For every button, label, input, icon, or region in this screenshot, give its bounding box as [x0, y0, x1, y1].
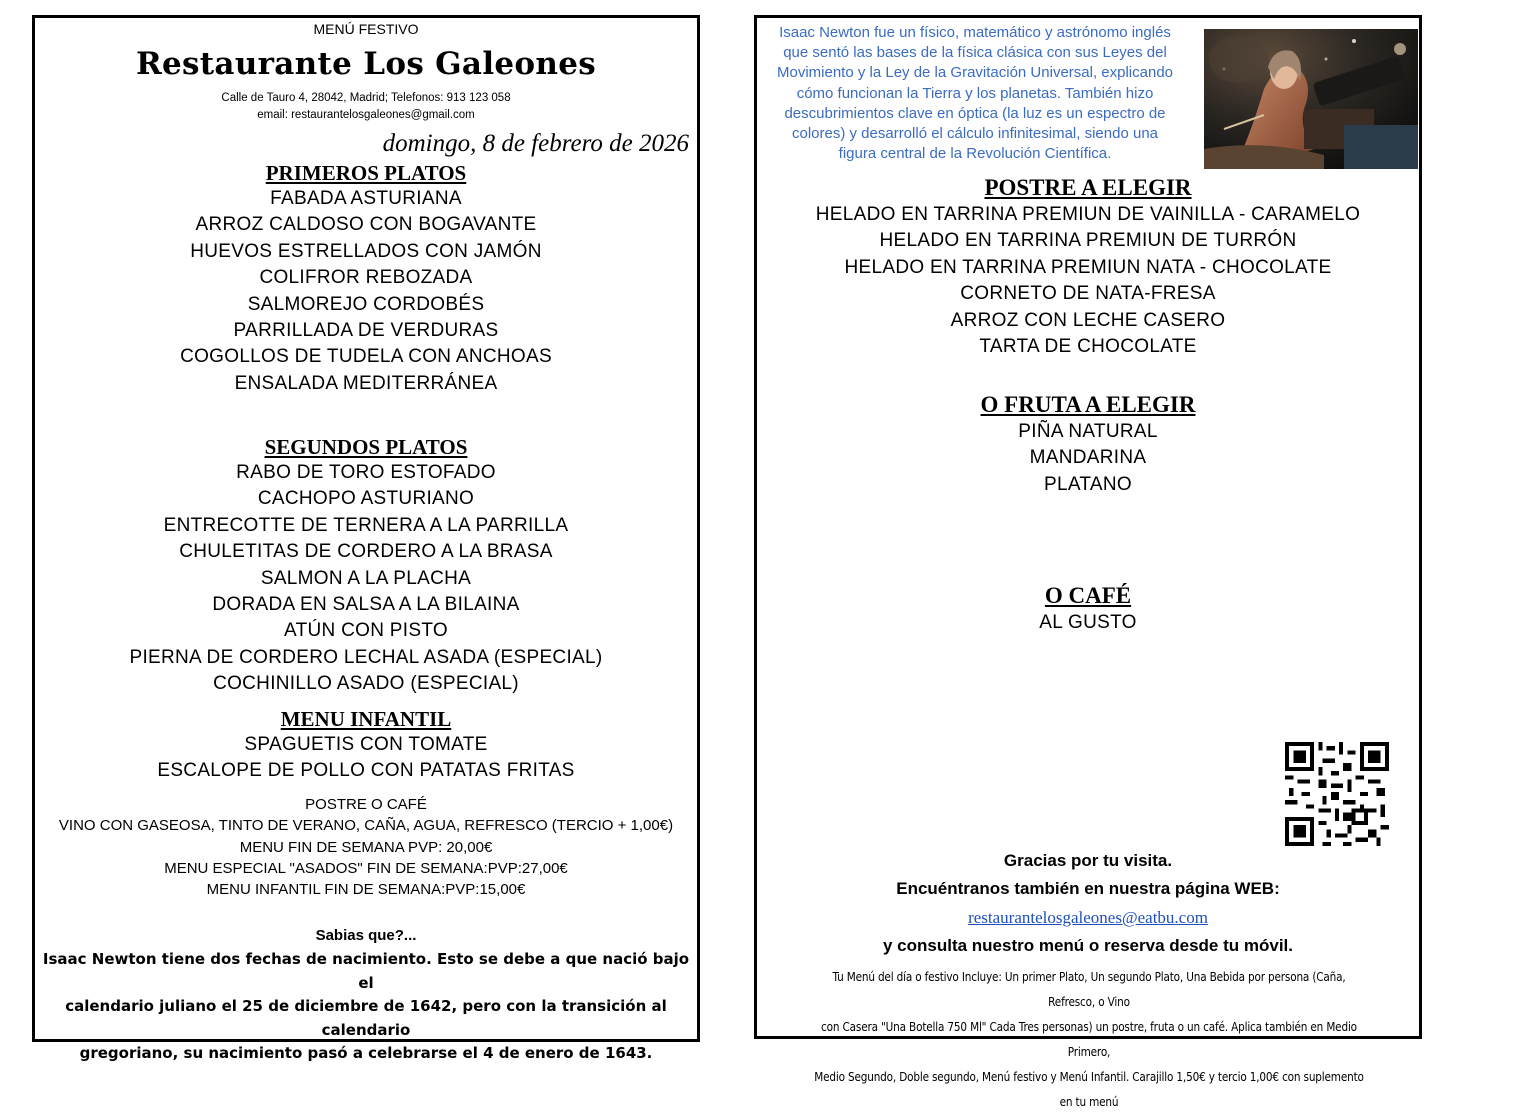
dessert-item: CORNETO DE NATA-FRESA	[960, 283, 1216, 305]
restaurant-name: Restaurante Los Galeones	[135, 46, 597, 82]
primeros-title: PRIMEROS PLATOS	[265, 161, 467, 185]
fruit-item: PIÑA NATURAL	[1018, 421, 1158, 442]
right-menu-page	[754, 15, 1422, 1109]
segundos-section	[35, 434, 697, 698]
dessert-item: ARROZ CON LECHE CASERO	[950, 309, 1226, 331]
postre-cafe-note: POSTRE O CAFÉ	[305, 796, 427, 813]
did-you-know-line: Isaac Newton tiene dos fechas de nacimiento. Esto se debe a que nació bajo el	[42, 950, 690, 992]
thanks-message: Gracias por tu visita.	[1003, 851, 1173, 870]
price-infantil: MENU INFANTIL FIN DE SEMANA:PVP:15,00€	[206, 881, 526, 899]
did-you-know-title: Sabias que?...	[315, 927, 417, 944]
fine-print-line: con Casera "Una Botella 750 Ml" Cada Tres personas) un postre, fruta o un café. Aplica también en Medio Primero,	[821, 1020, 1357, 1059]
newton-bio-line: cómo funcionan la Tierra y los planetas. También hizo	[796, 84, 1154, 102]
dish-item: COLIFROR REBOZADA	[259, 267, 473, 289]
infantil-title: MENU INFANTIL	[280, 707, 452, 731]
drinks-note: VINO CON GASEOSA, TINTO DE VERANO, CAÑA, AGUA, REFRESCO (TERCIO + 1,00€)	[58, 817, 674, 835]
cafe-title: O CAFÉ	[1044, 583, 1132, 608]
dessert-item: TARTA DE CHOCOLATE	[979, 336, 1197, 358]
restaurant-email: email: restaurantelosgaleones@gmail.com	[257, 109, 475, 121]
dish-item: ATÚN CON PISTO	[284, 620, 448, 642]
dish-item: PARRILLADA DE VERDURAS	[233, 320, 499, 342]
reserve-message: y consulta nuestro menú o reserva desde tu móvil.	[882, 936, 1293, 955]
dessert-item: HELADO EN TARRINA PREMIUN DE VAINILLA - CARAMELO	[815, 204, 1361, 225]
dish-item: CHULETITAS DE CORDERO A LA BRASA	[179, 541, 553, 563]
dish-item: CACHOPO ASTURIANO	[257, 488, 475, 510]
dish-item: ARROZ CALDOSO CON BOGAVANTE	[195, 214, 537, 236]
left-menu-page	[32, 15, 700, 1062]
price-asados: MENU ESPECIAL "ASADOS" FIN DE SEMANA:PVP:27,00€	[164, 859, 568, 877]
price-weekend: MENU FIN DE SEMANA PVP: 20,00€	[239, 838, 493, 856]
website-link[interactable]: restaurantelosgaleones@eatbu.com	[968, 908, 1208, 927]
dish-item: ENTRECOTTE DE TERNERA A LA PARRILLA	[163, 514, 569, 536]
did-you-know-line: calendario juliano el 25 de diciembre de 1642, pero con la transición al calendario	[65, 997, 667, 1039]
dish-item: DORADA EN SALSA A LA BILAINA	[212, 594, 520, 616]
dish-item: PIERNA DE CORDERO LECHAL ASADA (ESPECIAL)	[129, 646, 603, 668]
cafe-section	[757, 581, 1419, 636]
postre-title: POSTRE A ELEGIR	[984, 175, 1192, 200]
price-info	[35, 794, 697, 900]
fine-print-line: Tu Menú del día o festivo Incluye: Un primer Plato, Un segundo Plato, Una Bebida por persona (Caña, Refresco, o Vino	[832, 970, 1346, 1009]
cafe-item: AL GUSTO	[1039, 612, 1137, 633]
dessert-item: HELADO EN TARRINA PREMIUN DE TURRÓN	[879, 230, 1297, 252]
dish-item: COGOLLOS DE TUDELA CON ANCHOAS	[180, 346, 552, 368]
dish-item: ESCALOPE DE POLLO CON PATATAS FRITAS	[157, 760, 575, 782]
dish-item: HUEVOS ESTRELLADOS CON JAMÓN	[190, 240, 542, 262]
newton-bio-line: figura central de la Revolución Científica.	[838, 145, 1112, 163]
fruta-title: O FRUTA A ELEGIR	[980, 392, 1196, 417]
fruta-section	[757, 390, 1419, 498]
newton-bio-line: descubrimientos clave en óptica (la luz es un espectro de	[784, 104, 1166, 122]
segundos-title: SEGUNDOS PLATOS	[264, 435, 468, 459]
primeros-section	[35, 160, 697, 397]
web-link-container	[757, 908, 1419, 928]
fruit-item: MANDARINA	[1029, 447, 1147, 469]
dish-item: SALMOREJO CORDOBÉS	[247, 293, 485, 315]
newton-bio-line: colores) y desarrolló el cálculo infinitesimal, siendo una	[791, 125, 1158, 143]
dish-item: RABO DE TORO ESTOFADO	[236, 462, 496, 483]
dish-item: ENSALADA MEDITERRÁNEA	[234, 372, 498, 394]
did-you-know-text	[39, 948, 693, 1066]
fruit-item: PLATANO	[1044, 473, 1132, 495]
newton-bio	[763, 23, 1187, 164]
dish-item: COCHINILLO ASADO (ESPECIAL)	[213, 673, 519, 695]
restaurant-address: Calle de Tauro 4, 28042, Madrid; Telefonos: 913 123 058	[221, 92, 511, 104]
menu-includes-note	[809, 965, 1370, 1115]
menu-type-heading: MENÚ FESTIVO	[313, 21, 419, 37]
qr-code-icon[interactable]	[1282, 742, 1392, 846]
postre-section	[757, 173, 1419, 360]
find-us-message: Encuéntranos también en nuestra página WEB:	[896, 879, 1280, 898]
newton-bio-line: Movimiento y la Ley de la Gravitación Universal, explicando	[776, 64, 1174, 82]
newton-bio-line: que sentó las bases de la física clásica con sus Leyes del	[783, 44, 1167, 62]
infantil-section	[35, 706, 697, 785]
fine-print-line: Medio Segundo, Doble segundo, Menú festivo y Menú Infantil. Carajillo 1,50€ y tercio 1,00€ con suplemento en tu menú	[814, 1070, 1364, 1109]
did-you-know-line: gregoriano, su nacimiento pasó a celebrarse el 4 de enero de 1643.	[79, 1044, 653, 1062]
dish-item: SALMON A LA PLACHA	[260, 567, 472, 589]
dish-item: FABADA ASTURIANA	[270, 188, 462, 209]
menu-date: domingo, 8 de febrero de 2026	[382, 130, 689, 157]
newton-portrait-image	[1204, 29, 1418, 169]
newton-bio-line: Isaac Newton fue un físico, matemático y astrónomo inglés	[779, 24, 1171, 41]
dish-item: SPAGUETIS CON TOMATE	[244, 734, 488, 755]
dessert-item: HELADO EN TARRINA PREMIUN NATA - CHOCOLATE	[844, 256, 1332, 278]
